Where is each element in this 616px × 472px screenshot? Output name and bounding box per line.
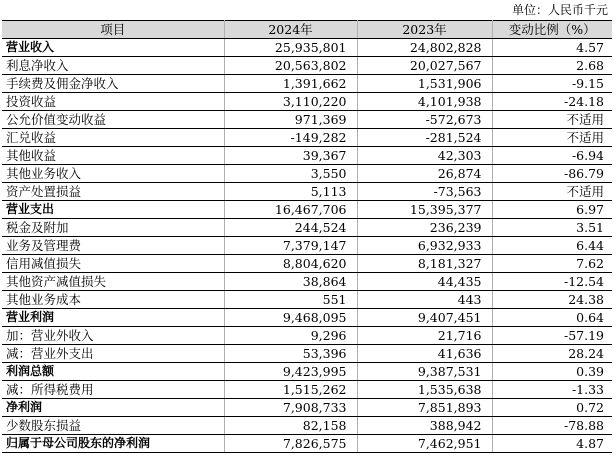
row-label: 营业利润: [2, 309, 224, 327]
value-2023: 9,407,451: [357, 309, 492, 327]
change-ratio: 24.38: [492, 291, 612, 309]
change-ratio: -57.19: [492, 327, 612, 345]
change-ratio: -9.15: [492, 75, 612, 93]
value-2024: 25,935,801: [224, 39, 357, 57]
row-label: 减：营业外支出: [2, 345, 224, 363]
value-2024: 971,369: [224, 111, 357, 129]
value-2024: 53,396: [224, 345, 357, 363]
value-2024: 3,110,220: [224, 93, 357, 111]
change-ratio: -78.88: [492, 417, 612, 435]
value-2024: 244,524: [224, 219, 357, 237]
change-ratio: 6.44: [492, 237, 612, 255]
change-ratio: -6.94: [492, 147, 612, 165]
income-statement-table: [2, 20, 612, 453]
header-year-2023: 2023年: [357, 21, 492, 39]
change-ratio: -86.79: [492, 165, 612, 183]
change-ratio: 0.72: [492, 399, 612, 417]
value-2023: 42,303: [357, 147, 492, 165]
table-row: [2, 327, 612, 345]
value-2024: 7,908,733: [224, 399, 357, 417]
value-2024: -149,282: [224, 129, 357, 147]
table-row: [2, 291, 612, 309]
row-label: 归属于母公司股东的净利润: [2, 435, 224, 453]
value-2024: 38,864: [224, 273, 357, 291]
table-row: [2, 309, 612, 327]
change-ratio: 不适用: [492, 111, 612, 129]
value-2024: 82,158: [224, 417, 357, 435]
table-header-row: [2, 21, 612, 39]
value-2023: 236,239: [357, 219, 492, 237]
row-label: 利息净收入: [2, 57, 224, 75]
row-label: 投资收益: [2, 93, 224, 111]
value-2023: 44,435: [357, 273, 492, 291]
value-2023: 9,387,531: [357, 363, 492, 381]
value-2023: -281,524: [357, 129, 492, 147]
table-row: [2, 273, 612, 291]
value-2023: 20,027,567: [357, 57, 492, 75]
value-2023: 15,395,377: [357, 201, 492, 219]
value-2024: 7,379,147: [224, 237, 357, 255]
change-ratio: 不适用: [492, 183, 612, 201]
table-row: [2, 417, 612, 435]
row-label: 利润总额: [2, 363, 224, 381]
change-ratio: 7.62: [492, 255, 612, 273]
row-label: 少数股东损益: [2, 417, 224, 435]
value-2023: 4,101,938: [357, 93, 492, 111]
value-2023: -572,673: [357, 111, 492, 129]
value-2023: 388,942: [357, 417, 492, 435]
value-2024: 1,391,662: [224, 75, 357, 93]
change-ratio: 不适用: [492, 129, 612, 147]
table-row: [2, 39, 612, 57]
row-label: 其他业务收入: [2, 165, 224, 183]
header-change-ratio: 变动比例（%）: [492, 21, 612, 39]
value-2023: -73,563: [357, 183, 492, 201]
row-label: 加：营业外收入: [2, 327, 224, 345]
value-2024: 5,113: [224, 183, 357, 201]
change-ratio: 6.97: [492, 201, 612, 219]
header-year-2024: 2024年: [224, 21, 357, 39]
change-ratio: 2.68: [492, 57, 612, 75]
change-ratio: 0.64: [492, 309, 612, 327]
row-label: 其他业务成本: [2, 291, 224, 309]
table-row: [2, 147, 612, 165]
row-label: 公允价值变动收益: [2, 111, 224, 129]
value-2023: 1,535,638: [357, 381, 492, 399]
value-2023: 6,932,933: [357, 237, 492, 255]
value-2023: 8,181,327: [357, 255, 492, 273]
table-row: [2, 93, 612, 111]
table-row: [2, 111, 612, 129]
value-2024: 9,468,095: [224, 309, 357, 327]
row-label: 营业支出: [2, 201, 224, 219]
value-2024: 16,467,706: [224, 201, 357, 219]
table-row: [2, 201, 612, 219]
value-2023: 21,716: [357, 327, 492, 345]
unit-label: 单位：人民币千元: [511, 3, 608, 17]
value-2023: 41,636: [357, 345, 492, 363]
table-row: [2, 219, 612, 237]
table-row: [2, 237, 612, 255]
change-ratio: -1.33: [492, 381, 612, 399]
change-ratio: -24.18: [492, 93, 612, 111]
row-label: 资产处置损益: [2, 183, 224, 201]
row-label: 手续费及佣金净收入: [2, 75, 224, 93]
change-ratio: 3.51: [492, 219, 612, 237]
table-row: [2, 255, 612, 273]
change-ratio: 4.57: [492, 39, 612, 57]
row-label: 税金及附加: [2, 219, 224, 237]
value-2024: 551: [224, 291, 357, 309]
value-2024: 7,826,575: [224, 435, 357, 453]
table-row: [2, 399, 612, 417]
table-row: [2, 381, 612, 399]
row-label: 业务及管理费: [2, 237, 224, 255]
value-2023: 26,874: [357, 165, 492, 183]
value-2023: 24,802,828: [357, 39, 492, 57]
value-2024: 8,804,620: [224, 255, 357, 273]
value-2024: 20,563,802: [224, 57, 357, 75]
value-2024: 9,423,995: [224, 363, 357, 381]
table-row: [2, 57, 612, 75]
table-row: [2, 165, 612, 183]
table-row: [2, 75, 612, 93]
table-row: [2, 345, 612, 363]
header-item: 项目: [2, 21, 224, 39]
value-2023: 7,462,951: [357, 435, 492, 453]
change-ratio: -12.54: [492, 273, 612, 291]
table-row: [2, 363, 612, 381]
table-row: [2, 129, 612, 147]
value-2023: 443: [357, 291, 492, 309]
value-2024: 9,296: [224, 327, 357, 345]
row-label: 净利润: [2, 399, 224, 417]
change-ratio: 4.87: [492, 435, 612, 453]
change-ratio: 0.39: [492, 363, 612, 381]
row-label: 汇兑收益: [2, 129, 224, 147]
value-2024: 1,515,262: [224, 381, 357, 399]
row-label: 信用减值损失: [2, 255, 224, 273]
row-label: 其他资产减值损失: [2, 273, 224, 291]
row-label: 营业收入: [2, 39, 224, 57]
table-row: [2, 183, 612, 201]
value-2023: 7,851,893: [357, 399, 492, 417]
change-ratio: 28.24: [492, 345, 612, 363]
table-row: [2, 435, 612, 453]
value-2023: 1,531,906: [357, 75, 492, 93]
row-label: 其他收益: [2, 147, 224, 165]
value-2024: 3,550: [224, 165, 357, 183]
value-2024: 39,367: [224, 147, 357, 165]
row-label: 减：所得税费用: [2, 381, 224, 399]
